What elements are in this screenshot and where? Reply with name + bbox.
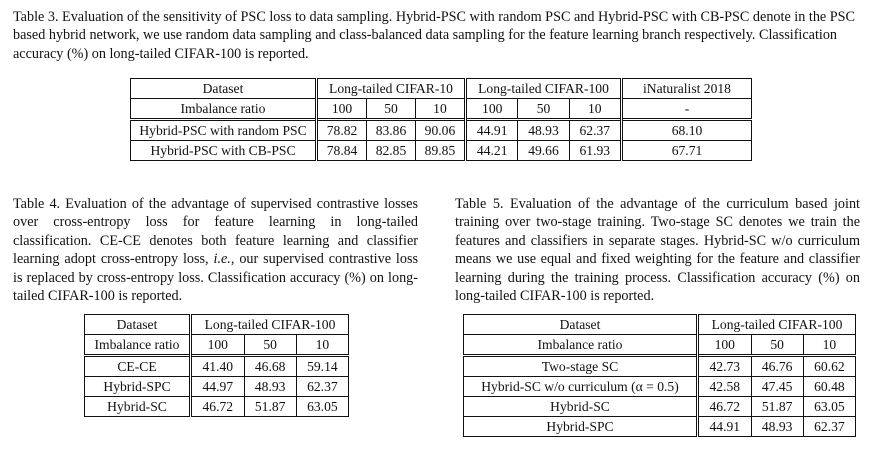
table3-cell: 89.85 — [415, 141, 465, 161]
table5-cell: 62.37 — [803, 417, 855, 437]
table3-cell: 61.93 — [569, 141, 621, 161]
table4-cell: 63.05 — [296, 397, 348, 417]
table5-ratio: 10 — [803, 335, 855, 356]
table4-cell: 46.72 — [191, 397, 245, 417]
table-row — [85, 377, 349, 397]
table5-ratio: 100 — [698, 335, 752, 356]
table5-ratio: 50 — [751, 335, 803, 356]
table5-row-name: Hybrid-SPC — [464, 417, 698, 437]
table4-ratio: 50 — [244, 335, 296, 356]
table5-cell: 44.91 — [698, 417, 752, 437]
table3-cell: 44.91 — [466, 120, 518, 141]
table-row — [464, 356, 856, 377]
table3-cell: 49.66 — [518, 141, 569, 161]
table4-caption-ie: i.e. — [213, 251, 231, 268]
table5-group: Long-tailed CIFAR-100 — [698, 315, 856, 335]
table3-cell: 78.82 — [317, 120, 367, 141]
table4-cell: 48.93 — [244, 377, 296, 397]
table4-ratio-label: Imbalance ratio — [85, 335, 191, 356]
table5-cell: 42.58 — [698, 377, 752, 397]
table3-ratio: 10 — [569, 99, 621, 120]
table-row — [464, 377, 856, 397]
table5-dataset-label: Dataset — [464, 315, 698, 335]
table5-cell: 51.87 — [751, 397, 803, 417]
table4-caption — [13, 195, 418, 305]
table3-group-inat: iNaturalist 2018 — [622, 79, 752, 99]
table4-group: Long-tailed CIFAR-100 — [191, 315, 349, 335]
table3-dataset-label: Dataset — [131, 79, 317, 99]
table4-row-name: Hybrid-SPC — [85, 377, 191, 397]
table5-row-name: Hybrid-SC w/o curriculum (α = 0.5) — [464, 377, 698, 397]
table3-ratio: 100 — [466, 99, 518, 120]
table3-cell: 68.10 — [622, 120, 752, 141]
table4-row-name: Hybrid-SC — [85, 397, 191, 417]
table4-cell: 59.14 — [296, 356, 348, 377]
table4-row-name: CE-CE — [85, 356, 191, 377]
table3-ratio: 10 — [415, 99, 465, 120]
table4 — [84, 314, 349, 417]
table5-row-name: Hybrid-SC — [464, 397, 698, 417]
table3-caption: Table 3. Evaluation of the sensitivity of PSC loss to data sampling. Hybrid-PSC with random PSC and Hybrid-PSC with CB-PSC denote in the PSC based hybrid network, we use random data sampling and class-balanced data sampling for the feature learning branch respectively. Classification accuracy (%) on long-tailed CIFAR-100 is reported. — [13, 9, 855, 62]
table-row — [464, 417, 856, 437]
table5-cell: 60.62 — [803, 356, 855, 377]
table5-cell: 63.05 — [803, 397, 855, 417]
table3-cell: 48.93 — [518, 120, 569, 141]
table5-cell: 60.48 — [803, 377, 855, 397]
table5-ratio-label: Imbalance ratio — [464, 335, 698, 356]
table4-caption-part1: Table 4. Evaluation of the advantage of supervised contrastive losses over cross-entropy loss for feature learning in long-tailed classification. CE-CE denotes both feature learning and classifier learning adopt cross-entropy loss, — [13, 196, 418, 268]
table5-caption: Table 5. Evaluation of the advantage of the curriculum based joint training over two-stage training. Two-stage SC denotes we train the features and classifiers in separate stages. Hybrid-SC w/o curriculum means we use equal and fixed weighting for the feature and classifier learning during the training process. Classification accuracy (%) on long-tailed CIFAR-100 is reported. — [455, 196, 860, 305]
table3-cell: 78.84 — [317, 141, 367, 161]
table-row — [85, 356, 349, 377]
table3-cell: 44.21 — [466, 141, 518, 161]
table4-dataset-label: Dataset — [85, 315, 191, 335]
table3-row-name: Hybrid-PSC with CB-PSC — [131, 141, 317, 161]
table3-cell: 83.86 — [367, 120, 416, 141]
table3-ratio: 50 — [518, 99, 569, 120]
table3-ratio: 100 — [317, 99, 367, 120]
table-row — [131, 141, 752, 161]
table4-ratio: 10 — [296, 335, 348, 356]
table3-ratio: 50 — [367, 99, 416, 120]
table3-row-name: Hybrid-PSC with random PSC — [131, 120, 317, 141]
table3-cell: 62.37 — [569, 120, 621, 141]
table4-cell: 46.68 — [244, 356, 296, 377]
table3 — [130, 78, 752, 161]
table4-cell: 62.37 — [296, 377, 348, 397]
table3-cell: 82.85 — [367, 141, 416, 161]
table-row — [464, 397, 856, 417]
table5-cell: 47.45 — [751, 377, 803, 397]
table4-cell: 51.87 — [244, 397, 296, 417]
table5-row-name: Two-stage SC — [464, 356, 698, 377]
table5-cell: 42.73 — [698, 356, 752, 377]
table4-ratio: 100 — [191, 335, 245, 356]
table5-cell: 48.93 — [751, 417, 803, 437]
table4-cell: 44.97 — [191, 377, 245, 397]
table3-cell: 90.06 — [415, 120, 465, 141]
table3-cell: 67.71 — [622, 141, 752, 161]
table3-ratio-label: Imbalance ratio — [131, 99, 317, 120]
table5-cell: 46.72 — [698, 397, 752, 417]
table5-cell: 46.76 — [751, 356, 803, 377]
table5 — [463, 314, 856, 437]
table3-group-cifar10: Long-tailed CIFAR-10 — [317, 79, 466, 99]
table-row — [131, 120, 752, 141]
table4-cell: 41.40 — [191, 356, 245, 377]
table3-ratio: - — [622, 99, 752, 120]
table3-group-cifar100: Long-tailed CIFAR-100 — [466, 79, 622, 99]
table-row — [85, 397, 349, 417]
table4-caption-part2: , our supervised contrastive loss is replaced by cross-entropy loss. Classification accuracy (%) on long-tailed CIFAR-100 is reported. — [13, 251, 418, 305]
